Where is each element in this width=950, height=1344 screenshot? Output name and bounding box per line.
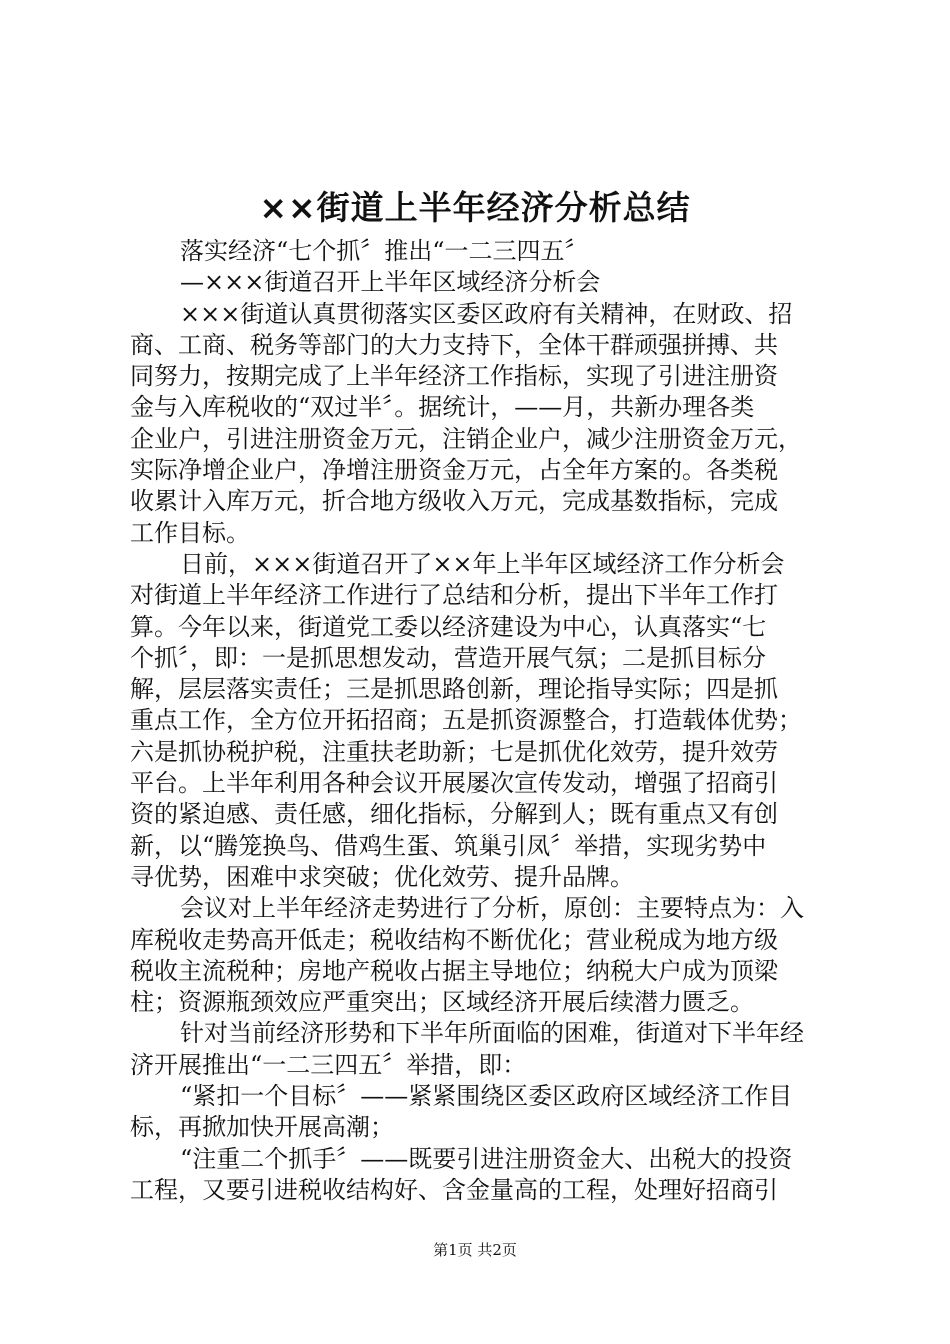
text-line: 会议对上半年经济走势进行了分析，原创：主要特点为：入 [180, 894, 804, 923]
document-title: ××街道上半年经济分析总结 [259, 188, 691, 227]
document-body [130, 236, 830, 1206]
text-line: 济开展推出“一二三四五〞举措，即： [130, 1050, 527, 1079]
text-line: 落实经济“七个抓〞推出“一二三四五〞 [180, 237, 589, 265]
text-line: 柱；资源瓶颈效应严重突出；区域经济开展后续潜力匮乏。 [130, 988, 754, 1017]
text-line: 解，层层落实责任；三是抓思路创新，理论指导实际；四是抓 [130, 675, 778, 704]
text-line: 平台。上半年利用各种会议开展屡次宣传发动，增强了招商引 [130, 769, 778, 798]
text-line: 新，以“腾笼换鸟、借鸡生蛋、筑巢引凤〞举措，实现劣势中 [130, 831, 767, 860]
text-line: 资的紧迫感、责任感，细化指标，分解到人；既有重点又有创 [130, 800, 778, 829]
page-footer: 第1页 共2页 [433, 1241, 517, 1259]
text-line: 企业户，引进注册资金万元，注销企业户，减少注册资金万元， [130, 424, 802, 453]
text-line: 实际净增企业户，净增注册资金万元，占全年方案的。各类税 [130, 456, 778, 485]
text-line: 工作目标。 [130, 518, 250, 547]
text-line: “紧扣一个目标〞——紧紧围绕区委区政府区域经济工作目 [180, 1082, 793, 1111]
text-line: 收累计入库万元，折合地方级收入万元，完成基数指标，完成 [130, 487, 778, 516]
text-line: 日前，×××街道召开了××年上半年区域经济工作分析会 [180, 549, 785, 578]
text-line: 针对当前经济形势和下半年所面临的困难，街道对下半年经 [180, 1019, 804, 1048]
text-line: 对街道上半年经济工作进行了总结和分析，提出下半年工作打 [130, 581, 778, 610]
text-line: 工程，又要引进税收结构好、含金量高的工程，处理好招商引 [130, 1175, 778, 1204]
text-line: 六是抓协税护税，注重扶老助新；七是抓优化效劳，提升效劳 [130, 737, 778, 766]
text-line: —×××街道召开上半年区域经济分析会 [180, 268, 601, 297]
text-line: 寻优势，困难中求突破；优化效劳、提升品牌。 [130, 862, 634, 891]
text-line: 金与入库税收的“双过半〞。据统计，——月，共新办理各类 [130, 393, 755, 422]
text-line: 个抓〞，即：一是抓思想发动，营造开展气氛；二是抓目标分 [130, 643, 766, 672]
text-line: ×××街道认真贯彻落实区委区政府有关精神，在财政、招 [180, 299, 793, 328]
text-line: 标，再掀加快开展高潮； [130, 1113, 394, 1142]
text-line: “注重二个抓手〞——既要引进注册资金大、出税大的投资 [180, 1144, 793, 1173]
text-line: 税收主流税种；房地产税收占据主导地位；纳税大户成为顶梁 [130, 956, 778, 985]
text-line: 算。今年以来，街道党工委以经济建设为中心，认真落实“七 [130, 612, 767, 641]
text-line: 同努力，按期完成了上半年经济工作指标，实现了引进注册资 [130, 362, 778, 391]
text-line: 重点工作，全方位开拓招商；五是抓资源整合，打造载体优势； [130, 706, 802, 735]
text-line: 库税收走势高开低走；税收结构不断优化；营业税成为地方级 [130, 925, 778, 954]
text-line: 商、工商、税务等部门的大力支持下，全体干群顽强拼搏、共 [130, 330, 778, 359]
